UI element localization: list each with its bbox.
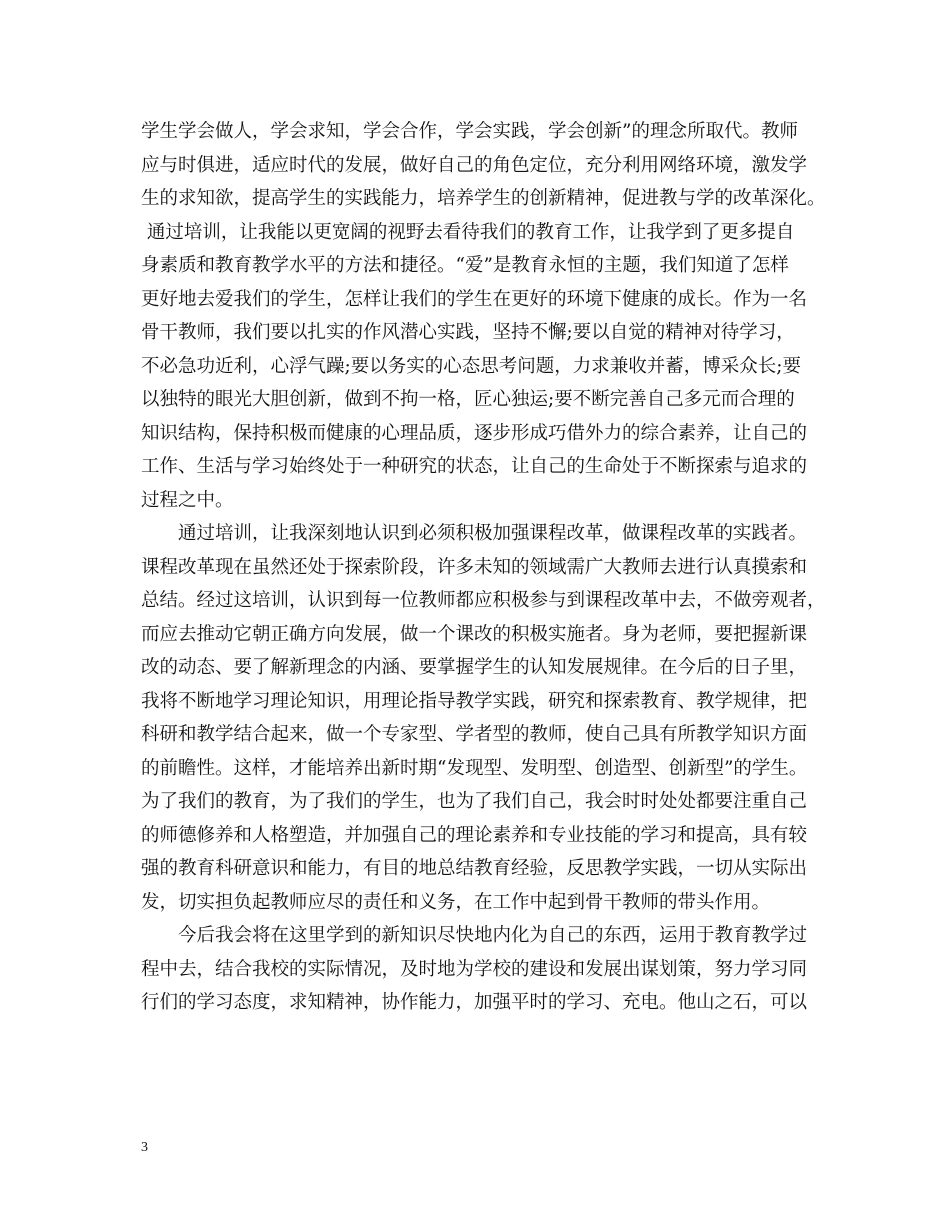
text-line: 过程之中。 xyxy=(141,489,234,511)
text-line: 科研和教学结合起来，做一个专家型、学者型的教师，使自己具有所教学知识方面 xyxy=(141,724,808,745)
text-line: 知识结构，保持积极而健康的心理品质，逐步形成巧借外力的综合素养，让自己的 xyxy=(141,422,808,444)
text-line: 程中去，结合我校的实际情况，及时地为学校的建设和发展出谋划策，努力学习同 xyxy=(141,958,808,980)
text-line: 课程改革现在虽然还处于探索阶段，许多未知的领域需广大教师去进行认真摸索和 xyxy=(141,556,808,578)
text-line: 改的动态、要了解新理念的内涵、要掌握学生的认知发展规律。在今后的日子里， xyxy=(141,657,808,678)
text-line: 行们的学习态度，求知精神，协作能力，加强平时的学习、充电。他山之石，可以 xyxy=(141,992,808,1013)
body-text xyxy=(141,115,831,1020)
text-line: 身素质和教育教学水平的方法和捷径。“爱”是教育永恒的主题，我们知道了怎样 xyxy=(141,255,789,276)
text-line: 以独特的眼光大胆创新，做到不拘一格，匠心独运;要不断完善自己多元而合理的 xyxy=(141,389,795,410)
text-line: 为了我们的教育，为了我们的学生，也为了我们自己，我会时时处处都要注重自己 xyxy=(141,791,808,812)
text-line: 骨干教师，我们要以扎实的作风潜心实践，坚持不懈;要以自觉的精神对待学习， xyxy=(141,322,795,343)
text-line: 通过培训，让我能以更宽阔的视野去看待我们的教育工作，让我学到了更多提自 xyxy=(141,221,795,243)
text-line: 工作、生活与学习始终处于一种研究的状态，让自己的生命处于不断探索与追求的 xyxy=(141,456,808,477)
text-line: 发，切实担负起教师应尽的责任和义务，在工作中起到骨干教师的带头作用。 xyxy=(141,891,771,913)
text-line: 学生学会做人，学会求知，学会合作，学会实践，学会创新”的理念所取代。教师 xyxy=(141,121,798,142)
text-line: 强的教育科研意识和能力，有目的地总结教育经验，反思教学实践，一切从实际出 xyxy=(141,858,808,879)
text-line: 总结。经过这培训，认识到每一位教师都应积极参与到课程改革中去，不做旁观者， xyxy=(141,590,826,611)
text-line: 应与时俱进，适应时代的发展，做好自己的角色定位，充分利用网络环境，激发学 xyxy=(141,154,808,176)
text-line: 而应去推动它朝正确方向发展，做一个课改的积极实施者。身为老师，要把握新课 xyxy=(141,623,808,645)
text-line: 的师德修养和人格塑造，并加强自己的理论素养和专业技能的学习和提高，具有较 xyxy=(141,824,808,846)
text-line: 今后我会将在这里学到的新知识尽快地内化为自己的东西，运用于教育教学过 xyxy=(141,925,808,946)
text-line: 我将不断地学习理论知识，用理论指导教学实践，研究和探索教育、教学规律，把 xyxy=(141,690,808,712)
text-line: 生的求知欲，提高学生的实践能力，培养学生的创新精神，促进教与学的改革深化。 xyxy=(141,188,826,209)
text-line: 的前瞻性。这样，才能培养出新时期“发现型、发明型、创造型、创新型”的学生。 xyxy=(141,757,808,779)
text-line: 不必急功近利，心浮气躁;要以务实的心态思考问题，力求兼收并蓄，博采众长;要 xyxy=(141,355,801,377)
page-number: 3 xyxy=(141,1140,148,1155)
text-line: 更好地去爱我们的学生，怎样让我们的学生在更好的环境下健康的成长。作为一名 xyxy=(141,288,808,310)
text-line: 通过培训，让我深刻地认识到必须积极加强课程改革，做课程改革的实践者。 xyxy=(141,523,808,544)
